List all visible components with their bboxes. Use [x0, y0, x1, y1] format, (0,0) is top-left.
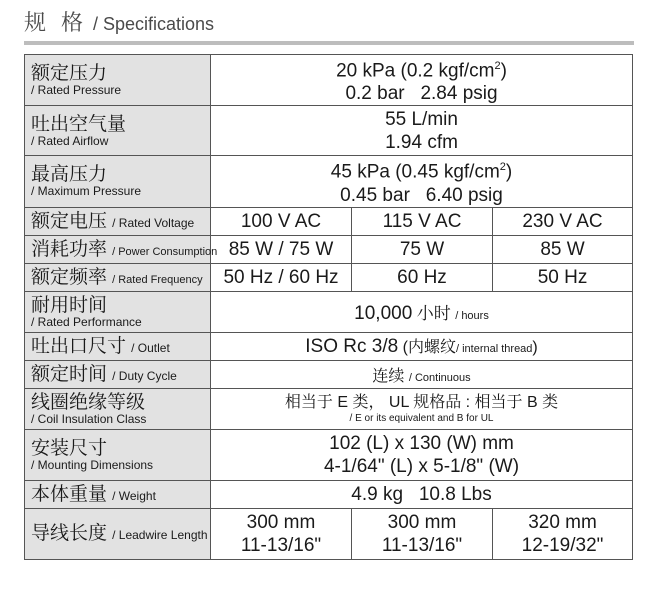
title-en: / Specifications	[93, 14, 215, 34]
value-cell	[211, 55, 633, 106]
value-text: 20 kPa (0.2 kgf/cm	[336, 60, 495, 82]
value-cell-3: 50 Hz	[493, 263, 633, 291]
row-mounting-dimensions	[25, 429, 633, 480]
value-cell	[211, 291, 633, 332]
row-rated-voltage	[25, 207, 633, 235]
label-en: / Maximum Pressure	[31, 184, 142, 199]
value-cn: (内螺纹	[402, 339, 456, 357]
value-line-1: 相当于 E 类， UL 规格品 : 相当于 B 类	[284, 393, 559, 411]
row-outlet	[25, 332, 633, 360]
value-mm: 320 mm	[528, 511, 597, 533]
value-cell-2	[352, 508, 493, 559]
value-line-2: 0.2 bar 2.84 psig	[345, 83, 498, 105]
superscript: 2	[494, 60, 501, 72]
label-cn: 额定频率	[31, 265, 108, 288]
value-en: / Continuous	[408, 371, 471, 384]
value-text-end: )	[500, 60, 507, 82]
row-rated-airflow	[25, 106, 633, 156]
value-cn: 小时	[416, 303, 451, 323]
label-cell	[25, 360, 211, 388]
value-cell-2: 115 V AC	[352, 207, 493, 235]
value-text: 10,000	[354, 302, 413, 324]
row-leadwire-length	[25, 508, 633, 559]
value-cell-1	[211, 508, 352, 559]
label-en: / Mounting Dimensions	[31, 457, 154, 472]
value-en: / internal thread	[455, 343, 533, 356]
value-cell-3	[493, 508, 633, 559]
label-cell	[25, 429, 211, 480]
value-text: ISO Rc 3/8	[305, 336, 399, 358]
value-inch: 11-13/16"	[381, 534, 463, 556]
specifications-table	[24, 54, 633, 560]
label-en: / Rated Airflow	[31, 133, 109, 148]
label-en: / Outlet	[131, 340, 170, 355]
label-en: / Power Consumption	[112, 245, 218, 258]
label-cell	[25, 156, 211, 207]
row-weight	[25, 480, 633, 508]
value-line-2: 4-1/64" (L) x 5-1/8" (W)	[323, 455, 520, 477]
label-cell	[25, 263, 211, 291]
row-duty-cycle	[25, 360, 633, 388]
label-cn: 额定时间	[31, 362, 108, 385]
value-inch: 11-13/16"	[240, 534, 322, 556]
label-en: / Weight	[112, 488, 156, 503]
label-cn: 消耗功率	[31, 237, 108, 260]
page-title	[24, 6, 214, 36]
label-en: / Coil Insulation Class	[31, 411, 147, 426]
label-cell	[25, 207, 211, 235]
value-mm: 300 mm	[387, 511, 457, 533]
label-cn: 吐出口尺寸	[31, 334, 127, 357]
label-cell	[25, 291, 211, 332]
value-cell	[211, 429, 633, 480]
label-en: / Duty Cycle	[112, 368, 177, 383]
value-cn: 连续	[372, 367, 405, 385]
label-cell	[25, 235, 218, 263]
label-cell	[25, 55, 211, 106]
value-cell-1: 100 V AC	[211, 207, 352, 235]
value-cell-1: 50 Hz / 60 Hz	[211, 263, 352, 291]
value-text: 45 kPa (0.45 kgf/cm	[330, 161, 500, 183]
label-cn: 安装尺寸	[31, 436, 108, 459]
value-cell	[211, 332, 633, 360]
value-cell	[211, 360, 633, 388]
value-cell-3: 85 W	[493, 235, 633, 263]
value-cell-1: 85 W / 75 W	[211, 235, 352, 263]
label-cn: 最高压力	[31, 163, 108, 186]
label-cn: 本体重量	[31, 482, 108, 505]
label-cell	[25, 332, 211, 360]
label-en: / Rated Pressure	[31, 83, 122, 98]
label-cn: 额定电压	[31, 209, 108, 232]
label-cell	[25, 508, 211, 559]
label-cell	[25, 480, 211, 508]
label-cn: 额定压力	[31, 62, 108, 85]
label-cell	[25, 106, 211, 156]
value-line-2: 1.94 cfm	[385, 131, 458, 153]
title-cn: 规 格	[24, 11, 87, 36]
value-end: )	[532, 339, 538, 357]
label-en: / Leadwire Length	[112, 528, 208, 543]
row-maximum-pressure	[25, 156, 633, 207]
row-power-consumption	[25, 235, 633, 263]
row-rated-performance	[25, 291, 633, 332]
label-cn: 耐用时间	[31, 293, 108, 316]
value-line-1: 55 L/min	[385, 108, 458, 130]
value-cell-2: 75 W	[352, 235, 493, 263]
value-inch: 12-19/32"	[521, 534, 604, 556]
label-cell	[25, 388, 211, 429]
label-en: / Rated Voltage	[112, 215, 195, 230]
value-line-2: 0.45 bar 6.40 psig	[340, 184, 503, 206]
value-line-1	[211, 55, 632, 82]
label-en: / Rated Frequency	[112, 273, 203, 286]
label-cn: 吐出空气量	[31, 112, 127, 135]
superscript: 2	[499, 161, 506, 174]
value-line-1	[211, 156, 632, 183]
label-cn: 导线长度	[31, 522, 108, 545]
value-mm: 300 mm	[246, 511, 316, 533]
value-cell-3: 230 V AC	[493, 207, 633, 235]
value-cell	[211, 106, 633, 156]
value-cell: 4.9 kg 10.8 Lbs	[211, 480, 633, 508]
label-en: / Rated Performance	[31, 314, 142, 329]
row-coil-insulation-class	[25, 388, 633, 429]
value-cell	[211, 156, 633, 207]
value-line-1: 102 (L) x 130 (W) mm	[329, 432, 514, 454]
value-cell-2: 60 Hz	[352, 263, 493, 291]
title-divider	[24, 41, 634, 45]
value-text-end: )	[505, 161, 513, 183]
value-en: / hours	[455, 309, 489, 322]
value-cell	[211, 388, 633, 429]
value-line-2: / E or its equivalent and B for UL	[349, 412, 494, 424]
row-rated-pressure	[25, 55, 633, 106]
row-rated-frequency	[25, 263, 633, 291]
label-cn: 线圈绝缘等级	[31, 390, 146, 413]
